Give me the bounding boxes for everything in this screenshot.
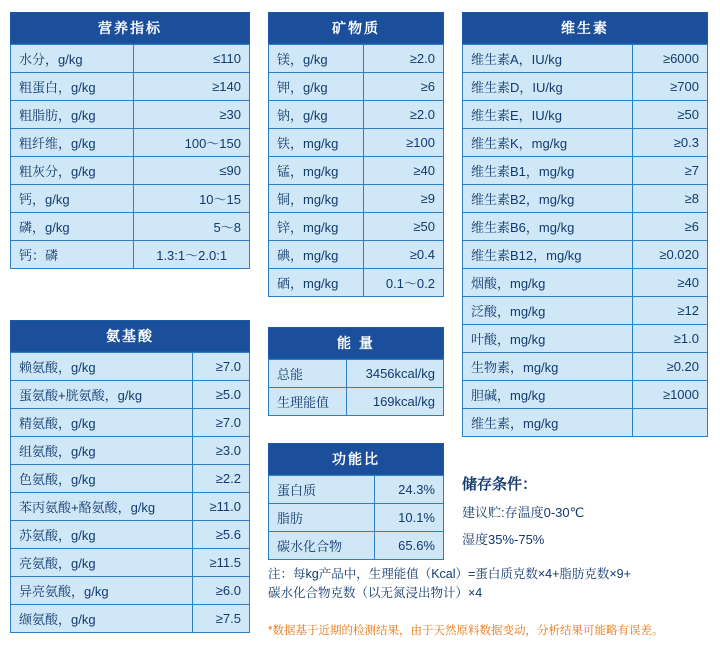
table-row: [463, 101, 708, 129]
cell-label: 缬氨酸，g/kg: [11, 605, 193, 633]
cell-label: 粗灰分，g/kg: [11, 157, 134, 185]
table-row: [11, 213, 250, 241]
cell-value: ≥1000: [632, 381, 707, 409]
cell-value: ≥40: [632, 269, 707, 297]
storage-title: 储存条件：: [462, 476, 538, 493]
table-row: [11, 185, 250, 213]
cell-value: ≥6.0: [192, 577, 249, 605]
panel-amino: [10, 320, 250, 633]
cell-value: ≥30: [134, 101, 250, 129]
storage-block: [462, 473, 712, 556]
cell-value: ≥8: [632, 185, 707, 213]
cell-label: 脂肪: [269, 504, 375, 532]
cell-label: 维生素B2，mg/kg: [463, 185, 633, 213]
formula-note-line1: 注：每kg产品中，生理能值（Kcal）=蛋白质克数×4+脂肪克数×9+: [268, 567, 631, 581]
cell-label: 蛋氨酸+胱氨酸，g/kg: [11, 381, 193, 409]
energy-table: [268, 359, 444, 416]
cell-value: ≥50: [632, 101, 707, 129]
cell-label: 胆碱，mg/kg: [463, 381, 633, 409]
table-row: [463, 409, 708, 437]
cell-label: 维生素A，IU/kg: [463, 45, 633, 73]
cell-value: ≥2.0: [363, 101, 443, 129]
table-row: [11, 157, 250, 185]
cell-value: 3456kcal/kg: [346, 360, 443, 388]
table-row: [463, 213, 708, 241]
cell-value: ≥3.0: [192, 437, 249, 465]
cell-value: ≥7.0: [192, 409, 249, 437]
table-row: [11, 493, 250, 521]
cell-label: 生物素，mg/kg: [463, 353, 633, 381]
table-row: [463, 157, 708, 185]
table-row: [269, 476, 444, 504]
storage-humidity: 湿度35%-75%: [462, 532, 545, 547]
table-row: [11, 577, 250, 605]
cell-label: 异亮氨酸，g/kg: [11, 577, 193, 605]
table-row: [463, 241, 708, 269]
vitamin-table-body: [463, 45, 708, 437]
cell-label: 维生素K，mg/kg: [463, 129, 633, 157]
cell-label: 叶酸，mg/kg: [463, 325, 633, 353]
table-row: [269, 73, 444, 101]
cell-label: 泛酸，mg/kg: [463, 297, 633, 325]
vitamin-table: [462, 44, 708, 437]
energy-table-body: [269, 360, 444, 416]
amino-table: [10, 352, 250, 633]
cell-label: 维生素E，IU/kg: [463, 101, 633, 129]
cell-label: 维生素B1，mg/kg: [463, 157, 633, 185]
cell-value: ≥40: [363, 157, 443, 185]
cell-label: 钾，g/kg: [269, 73, 364, 101]
cell-value: ≥140: [134, 73, 250, 101]
table-row: [269, 504, 444, 532]
cell-value: ≥0.020: [632, 241, 707, 269]
table-row: [11, 73, 250, 101]
panel-energy-title: 能 量: [268, 327, 444, 359]
table-row: [11, 409, 250, 437]
cell-value: ≥50: [363, 213, 443, 241]
nutrition-table-body: [11, 45, 250, 269]
table-row: [11, 381, 250, 409]
mineral-table-body: [269, 45, 444, 297]
cell-value: ≥6000: [632, 45, 707, 73]
table-row: [463, 353, 708, 381]
cell-label: 烟酸，mg/kg: [463, 269, 633, 297]
panel-vitamin: [462, 12, 708, 437]
nutrition-table: [10, 44, 250, 269]
cell-label: 铜，mg/kg: [269, 185, 364, 213]
cell-value: ≤90: [134, 157, 250, 185]
cell-value: 5～8: [134, 213, 250, 241]
panel-ratio-title: 功能比: [268, 443, 444, 475]
table-row: [11, 101, 250, 129]
cell-label: 维生素B12，mg/kg: [463, 241, 633, 269]
table-row: [11, 45, 250, 73]
cell-value: ≥2.0: [363, 45, 443, 73]
cell-value: ≥9: [363, 185, 443, 213]
disclaimer-text: *数据基于近期的检测结果，由于天然原料数据变动，分析结果可能略有误差。: [268, 625, 664, 637]
cell-value: ≥5.0: [192, 381, 249, 409]
cell-label: 苯丙氨酸+酪氨酸，g/kg: [11, 493, 193, 521]
formula-note: [268, 565, 708, 604]
cell-value: ≥5.6: [192, 521, 249, 549]
table-row: [11, 353, 250, 381]
cell-label: 水分，g/kg: [11, 45, 134, 73]
cell-value: ≥12: [632, 297, 707, 325]
table-row: [11, 129, 250, 157]
cell-label: 磷，g/kg: [11, 213, 134, 241]
cell-label: 维生素B6，mg/kg: [463, 213, 633, 241]
table-row: [269, 157, 444, 185]
cell-value: 65.6%: [374, 532, 443, 560]
cell-label: 维生素D，IU/kg: [463, 73, 633, 101]
cell-label: 精氨酸，g/kg: [11, 409, 193, 437]
cell-label: 生理能值: [269, 388, 347, 416]
table-row: [11, 605, 250, 633]
ratio-table-body: [269, 476, 444, 560]
panel-nutrition-title: 营养指标: [10, 12, 250, 44]
cell-label: 硒，mg/kg: [269, 269, 364, 297]
table-row: [11, 437, 250, 465]
table-row: [463, 45, 708, 73]
table-row: [11, 465, 250, 493]
cell-label: 锰，mg/kg: [269, 157, 364, 185]
cell-label: 镁，g/kg: [269, 45, 364, 73]
cell-value: ≥7: [632, 157, 707, 185]
cell-label: 钙，g/kg: [11, 185, 134, 213]
table-row: [269, 360, 444, 388]
cell-value: 24.3%: [374, 476, 443, 504]
cell-value: ≥7.5: [192, 605, 249, 633]
cell-label: 亮氨酸，g/kg: [11, 549, 193, 577]
table-row: [11, 241, 250, 269]
table-row: [269, 213, 444, 241]
formula-note-line2: 碳水化合物克数（以无氮浸出物计）×4: [268, 586, 483, 601]
table-row: [269, 101, 444, 129]
table-row: [269, 388, 444, 416]
cell-value: 10.1%: [374, 504, 443, 532]
cell-value: 169kcal/kg: [346, 388, 443, 416]
table-row: [269, 241, 444, 269]
cell-value: ≥0.3: [632, 129, 707, 157]
cell-label: 蛋白质: [269, 476, 375, 504]
cell-label: 粗脂肪，g/kg: [11, 101, 134, 129]
table-row: [463, 129, 708, 157]
cell-value: ≥2.2: [192, 465, 249, 493]
cell-value: 1.3:1～2.0:1: [134, 241, 250, 269]
cell-value: [632, 409, 707, 437]
cell-value: ≥11.5: [192, 549, 249, 577]
table-row: [463, 269, 708, 297]
table-row: [269, 129, 444, 157]
table-row: [269, 45, 444, 73]
cell-label: 维生素，mg/kg: [463, 409, 633, 437]
table-row: [269, 532, 444, 560]
cell-label: 铁，mg/kg: [269, 129, 364, 157]
cell-value: ≤110: [134, 45, 250, 73]
cell-label: 赖氨酸，g/kg: [11, 353, 193, 381]
cell-value: 0.1～0.2: [363, 269, 443, 297]
amino-table-body: [11, 353, 250, 633]
panel-ratio: [268, 443, 444, 560]
cell-label: 钙：磷: [11, 241, 134, 269]
cell-value: ≥7.0: [192, 353, 249, 381]
cell-label: 组氨酸，g/kg: [11, 437, 193, 465]
cell-value: 100～150: [134, 129, 250, 157]
panel-nutrition: [10, 12, 250, 269]
cell-value: ≥0.20: [632, 353, 707, 381]
panel-mineral-title: 矿物质: [268, 12, 444, 44]
cell-value: ≥100: [363, 129, 443, 157]
panel-energy: [268, 327, 444, 416]
ratio-table: [268, 475, 444, 560]
mineral-table: [268, 44, 444, 297]
cell-label: 总能: [269, 360, 347, 388]
cell-label: 锌，mg/kg: [269, 213, 364, 241]
table-row: [11, 521, 250, 549]
table-row: [269, 185, 444, 213]
cell-label: 苏氨酸，g/kg: [11, 521, 193, 549]
cell-label: 碘，mg/kg: [269, 241, 364, 269]
panel-vitamin-title: 维生素: [462, 12, 708, 44]
cell-label: 色氨酸，g/kg: [11, 465, 193, 493]
cell-value: ≥0.4: [363, 241, 443, 269]
cell-value: ≥6: [632, 213, 707, 241]
storage-temperature: 建议贮:存温度0-30℃: [462, 505, 585, 520]
cell-value: 10～15: [134, 185, 250, 213]
cell-label: 钠，g/kg: [269, 101, 364, 129]
panel-amino-title: 氨基酸: [10, 320, 250, 352]
cell-label: 粗蛋白，g/kg: [11, 73, 134, 101]
table-row: [463, 185, 708, 213]
cell-value: ≥700: [632, 73, 707, 101]
cell-value: ≥6: [363, 73, 443, 101]
table-row: [463, 73, 708, 101]
table-row: [463, 325, 708, 353]
panel-mineral: [268, 12, 444, 297]
table-row: [269, 269, 444, 297]
cell-value: ≥11.0: [192, 493, 249, 521]
cell-label: 碳水化合物: [269, 532, 375, 560]
table-row: [463, 381, 708, 409]
table-row: [463, 297, 708, 325]
cell-label: 粗纤维，g/kg: [11, 129, 134, 157]
cell-value: ≥1.0: [632, 325, 707, 353]
table-row: [11, 549, 250, 577]
